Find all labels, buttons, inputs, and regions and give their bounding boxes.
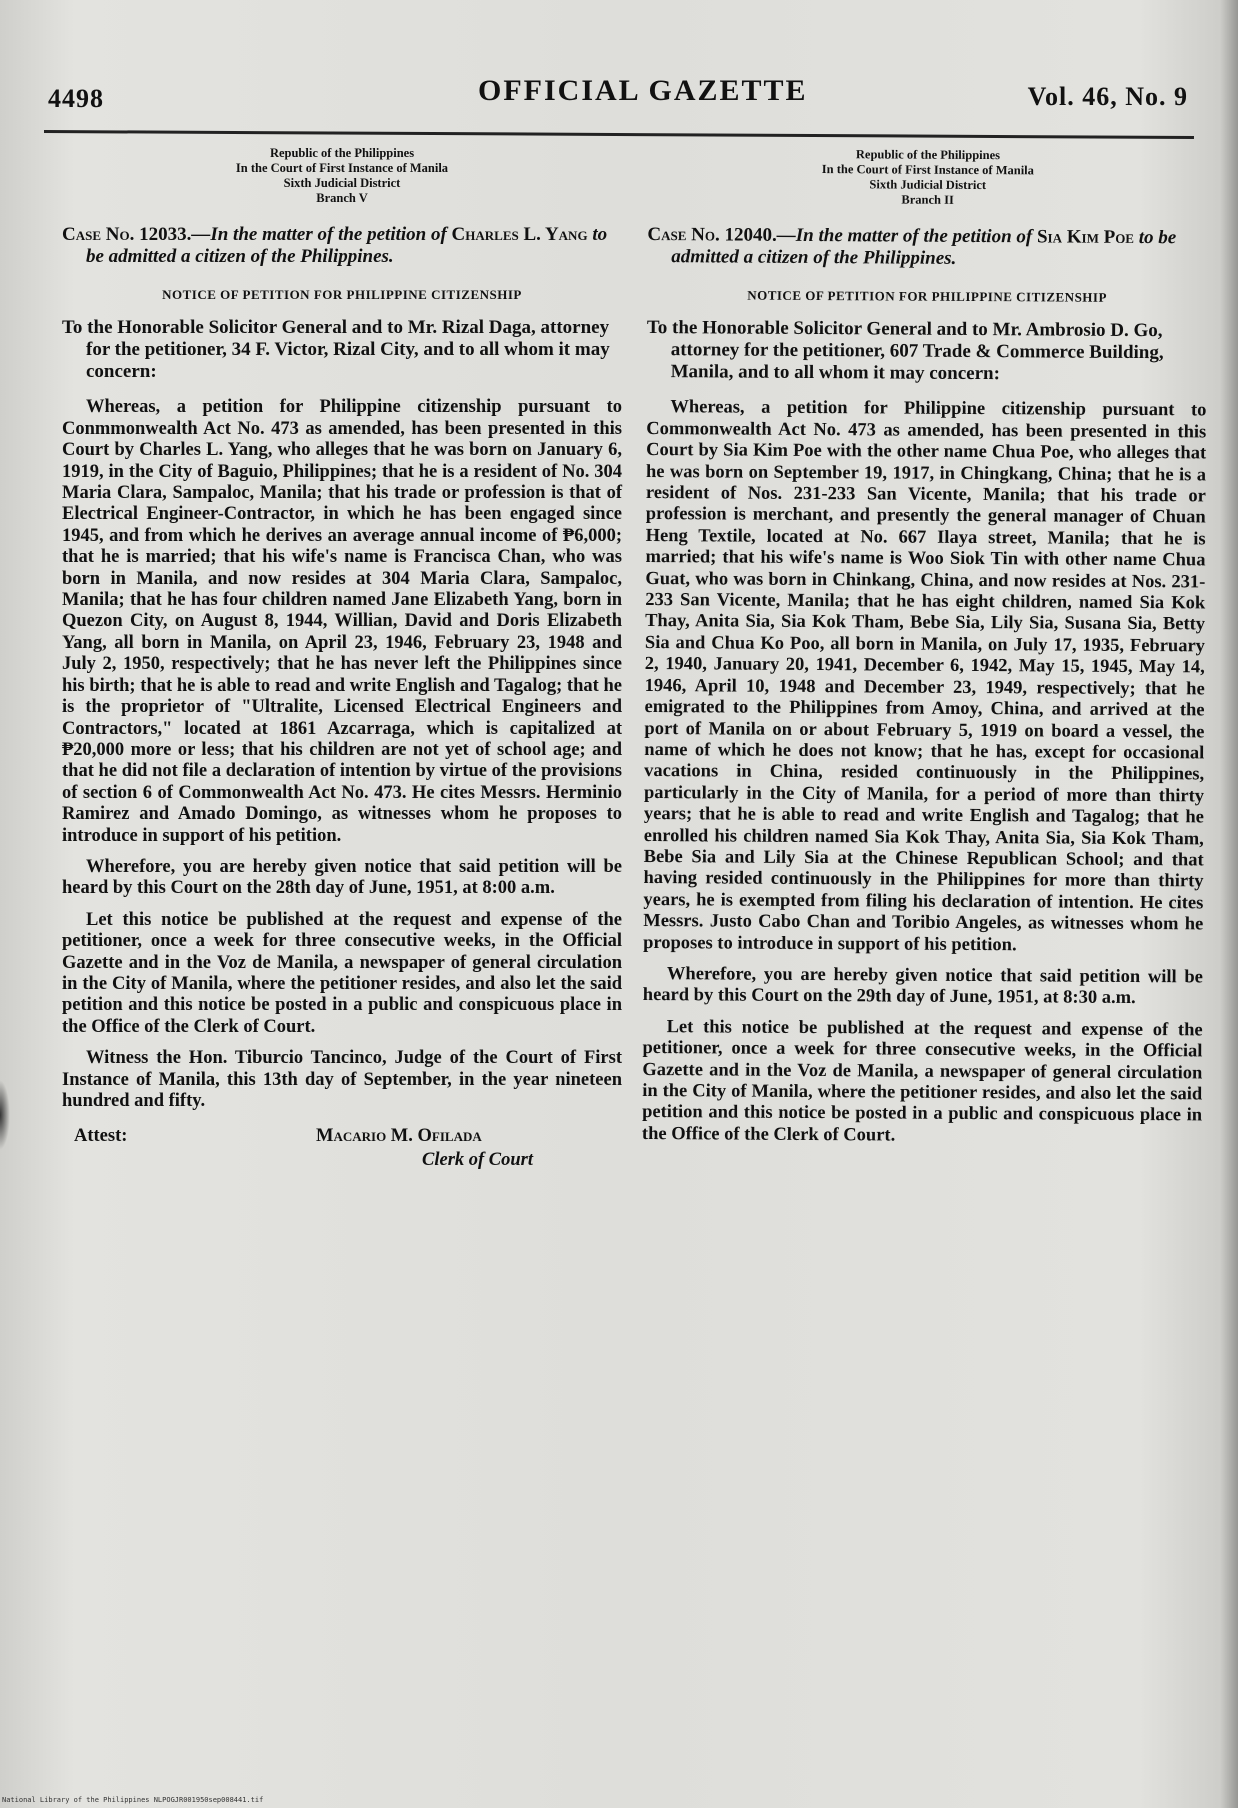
page-number: 4498	[48, 84, 104, 113]
court-header	[62, 146, 622, 206]
attest-label: Attest:	[74, 1126, 128, 1147]
court-line: Branch II	[901, 192, 954, 207]
addressee-paragraph: To the Honorable Solicitor General and to Mr. Rizal Daga, attorney for the petitioner, 34 F. Victor, Rizal City, and to all whom it may concern:	[62, 317, 610, 383]
court-line: Republic of the Philippines	[269, 146, 415, 160]
addressee-paragraph: To the Honorable Solicitor General and to Mr. Ambrosio D. Go, attorney for the petitioner, 607 Trade & Commerce Building, Manila, and to all whom it may concern:	[646, 317, 1164, 385]
publication-paragraph: Let this notice be published at the request and expense of the petitioner, once a week for three consecutive weeks, in the Official Gazette and in the Voz de Manila, a newspaper of general circulation in the City of Manila, where the petitioner resides, and also let the said petition and this notice be posted in a public and conspicuous place in the Office of the Clerk of Court.	[641, 1016, 1203, 1146]
scan-margin-mark	[0, 1080, 10, 1150]
volume-number: Vol. 46, No. 9	[1027, 82, 1188, 111]
court-line: Republic of the Philippines	[855, 147, 1001, 163]
scan-footer: National Library of the Philippines NLPOGJR001950sep008441.tif	[2, 1796, 264, 1804]
petitioner-name: Charles L. Yang	[451, 224, 588, 245]
hearing-paragraph: Wherefore, you are hereby given notice that said petition will be heard by this Court on the 28th day of June, 1951, at 8:00 a.m.	[62, 856, 622, 899]
notice-heading: NOTICE OF PETITION FOR PHILIPPINE CITIZENSHIP	[162, 287, 522, 302]
signature-block	[62, 1126, 622, 1178]
notice-heading: NOTICE OF PETITION FOR PHILIPPINE CITIZENSHIP	[747, 287, 1107, 305]
running-head	[38, 74, 1198, 114]
publication-paragraph: Let this notice be published at the request and expense of the petitioner, once a week for three consecutive weeks, in the Official Gazette and in the Voz de Manila, a newspaper of general circulation in the City of Manila, where the petitioner resides, and also let the said petition and this notice be posted in a public and conspicuous place in the Office of the Clerk of Court.	[62, 909, 622, 1037]
clerk-title: Clerk of Court	[422, 1150, 534, 1171]
court-header	[648, 146, 1208, 209]
court-line: In the Court of First Instance of Manila	[235, 161, 449, 175]
petitioner-name: Sia Kim Poe	[1036, 226, 1135, 248]
journal-title: OFFICIAL GAZETTE	[478, 74, 808, 107]
hearing-paragraph: Wherefore, you are hereby given notice that said petition will be heard by this Court on the 29th day of June, 1951, at 8:30 a.m.	[642, 964, 1203, 1009]
case-caption	[647, 224, 1207, 271]
court-line: Branch V	[316, 191, 368, 205]
case-title-prefix: —In the matter of the petition of	[191, 224, 447, 245]
case-title-suffix: to be admitted a citizen of the Philippines.	[86, 224, 608, 267]
witness-paragraph: Witness the Hon. Tiburcio Tancinco, Judge of the Court of First Instance of Manila, this 13th day of September, in the year nineteen hundred and fifty.	[62, 1048, 622, 1111]
case-caption	[62, 224, 622, 268]
clerk-name: Macario M. Ofilada	[316, 1126, 482, 1147]
court-line: Sixth Judicial District	[283, 176, 401, 190]
petition-paragraph: Whereas, a petition for Philippine citizenship pursuant to Commonwealth Act No. 473 as amended, has been presented in this Court by Sia Kim Poe with the other name Chua Poe, who alleges that he was born on September 19, 1917, in Chingkang, China; that he is a resident of Nos. 231-233 San Vicente, Manila; that his trade or profession is merchant, and presently the general manager of Chuan Heng Textile, located at No. 667 Ilaya street, Manila; that he is married; that his wife's name is Woo Siok Tin with other name Chua Guat, who was born in Chinkang, China, and now resides at Nos. 231-233 San Vicente, Manila; that he has eight children, named Sia Kok Thay, Anita Sia, Sia Kok Tham, Bebe Sia, Lily Sia, Susana Sia, Betty Sia and Chua Ko Poo, all born in Manila, on July 17, 1935, February 2, 1940, January 20, 1941, December 6, 1942, May 15, 1945, May 14, 1946, April 10, 1948 and December 23, 1949, respectively; that he emigrated to the Philippines from Amoy, China, and arrived at the port of Manila on or about February 5, 1919 on board a vessel, the name of which he does not know; that he has, except for occasional vacations in China, resided continuously in the Philippines, particularly in the City of Manila, for a period of more than thirty years; that he is able to read and write English and Tagalog; that he enrolled his children named Sia Kok Thay, Anita Sia, Sia Kok Tham, Bebe Sia and Lily Sia at the Chinese Republican School; and that having resided continuously in the Philippines for more than thirty years, he is exempted from filing his declaration of intention. He cites Messrs. Justo Cabo Chan and Toribio Angeles, as witnesses whom he proposes to introduce in support of his petition.	[643, 397, 1207, 955]
left-column-notice	[62, 146, 622, 1178]
page-edge-shadow	[1220, 0, 1238, 1808]
case-title-prefix: —In the matter of the petition of	[776, 224, 1033, 248]
header-rule	[44, 130, 1194, 139]
case-number: Case No. 12033.	[62, 224, 192, 245]
case-title-suffix: to be admitted a citizen of the Philippines.	[671, 226, 1177, 269]
right-column-notice	[642, 146, 1208, 1159]
court-line: In the Court of First Instance of Manila	[821, 162, 1034, 178]
court-line: Sixth Judicial District	[869, 177, 987, 193]
petition-paragraph: Whereas, a petition for Philippine citizenship pursuant to Conmmonwealth Act No. 473 as amended, has been presented in this Court by Charles L. Yang, who alleges that he was born on January 6, 1919, in the City of Baguio, Philippines; that he is a resident of No. 304 Maria Clara, Sampaloc, Manila; that his trade or profession is that of Electrical Engineer-Contractor, in which he has been engaged since 1945, and from which he derives an average annual income of ₱6,000; that he is married; that his wife's name is Francisca Chan, who was born in Manila, and now resides at 304 Maria Clara, Sampaloc, Manila; that he has four children named Jane Elizabeth Yang, born in Quezon City, on August 8, 1944, Willian, David and Doris Elizabeth Yang, all born in Manila, on April 23, 1946, February 23, 1948 and July 2, 1950, respectively; that he has never left the Philippines since his birth; that he is able to read and write English and Tagalog; that he is the proprietor of "Ultralite, Licensed Electrical Engineers and Contractors," located at 1861 Azcarraga, which is capitalized at ₱20,000 more or less; that his children are not yet of school age; and that he did not file a declaration of intention by virtue of the provisions of section 6 of Commonwealth Act No. 473. He cites Messrs. Herminio Ramirez and Amado Domingo, as witnesses whom he proposes to introduce in support of his petition.	[62, 397, 622, 846]
case-number: Case No. 12040.	[647, 223, 777, 246]
